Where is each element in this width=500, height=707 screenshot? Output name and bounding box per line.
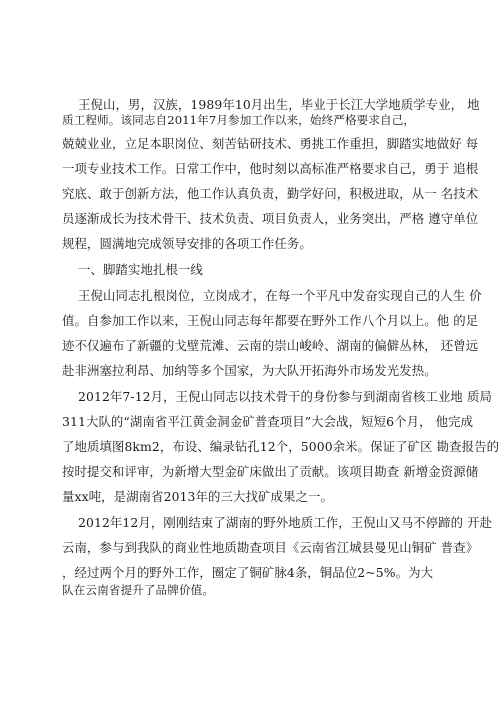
paragraph-1-line-6: 员逐渐成长为技术骨干、技术负责、项目负责人，业务突出，严格 遵守单位: [62, 211, 479, 226]
paragraph-4-line-1: 2012年12月，刚刚结束了湖南的野外地质工作，王倪山又马不停蹄的 开赴: [78, 515, 493, 530]
paragraph-1-line-7: 规程，圆满地完成领导安排的各项工作任务。: [62, 236, 312, 251]
paragraph-4-line-2: 云南，参与到我队的商业性地质勘查项目《云南省江城县曼见山铜矿 普查》: [62, 540, 479, 555]
paragraph-3-line-1: 2012年7-12月，王倪山同志以技术骨干的身份参与到湖南省核工业地 质局: [78, 389, 492, 404]
paragraph-1-line-5: 究底、敢于创新方法，他工作认真负责，勤学好问，积极进取，从一 名技术: [62, 186, 479, 201]
paragraph-1-line-4: 一项专业技术工作。日常工作中，他时刻以高标准严格要求自己，勇于 追根: [62, 161, 479, 176]
paragraph-4-line-4: 队在云南省提升了品牌价值。: [62, 583, 215, 597]
section-heading: 一、脚踏实地扎根一线: [78, 262, 203, 277]
paragraph-2-line-2: 值。自参加工作以来，王倪山同志每年都要在野外工作八个月以上。他 的足: [62, 313, 479, 328]
paragraph-1-line-2: 质工程师。该同志自2011年7月参加工作以来，始终严格要求自己，: [62, 113, 416, 127]
paragraph-1-line-3: 兢兢业业，立足本职岗位、刻苦钻研技术、勇挑工作重担，脚踏实地做好 每: [62, 136, 479, 151]
paragraph-2-line-1: 王倪山同志扎根岗位，立岗成才，在每一个平凡中发奋实现自己的人生 价: [78, 288, 482, 303]
paragraph-3-line-3: 了地质填图8km2，布设、编录钻孔12个，5000余米。保证了矿区 勘查报告的: [62, 439, 500, 454]
paragraph-2-line-4: 赴非洲塞拉利昂、加纳等多个国家，为大队开拓海外市场发光发热。: [62, 363, 437, 378]
paragraph-2-line-3: 迹不仅遍布了新疆的戈壁荒滩、云南的崇山峻岭、湖南的偏僻丛林， 还曾远: [62, 338, 479, 353]
paragraph-3-line-4: 按时提交和评审，为新增大型金矿床做出了贡献。该项目勘查 新增金资源储: [62, 464, 479, 479]
paragraph-4-line-3: ，经过两个月的野外工作，圈定了铜矿脉4条，铜品位2~5%。为大: [62, 565, 434, 580]
paragraph-3-line-5: 量xx吨，是湖南省2013年的三大找矿成果之一。: [62, 489, 333, 504]
paragraph-1-line-1: 王倪山，男，汉族，1989年10月出生，毕业于长江大学地质学专业， 地: [78, 97, 480, 112]
paragraph-3-line-2: 311大队的“湖南省平江黄金洞金矿普查项目”大会战，短短6个月， 他完成: [62, 414, 474, 429]
